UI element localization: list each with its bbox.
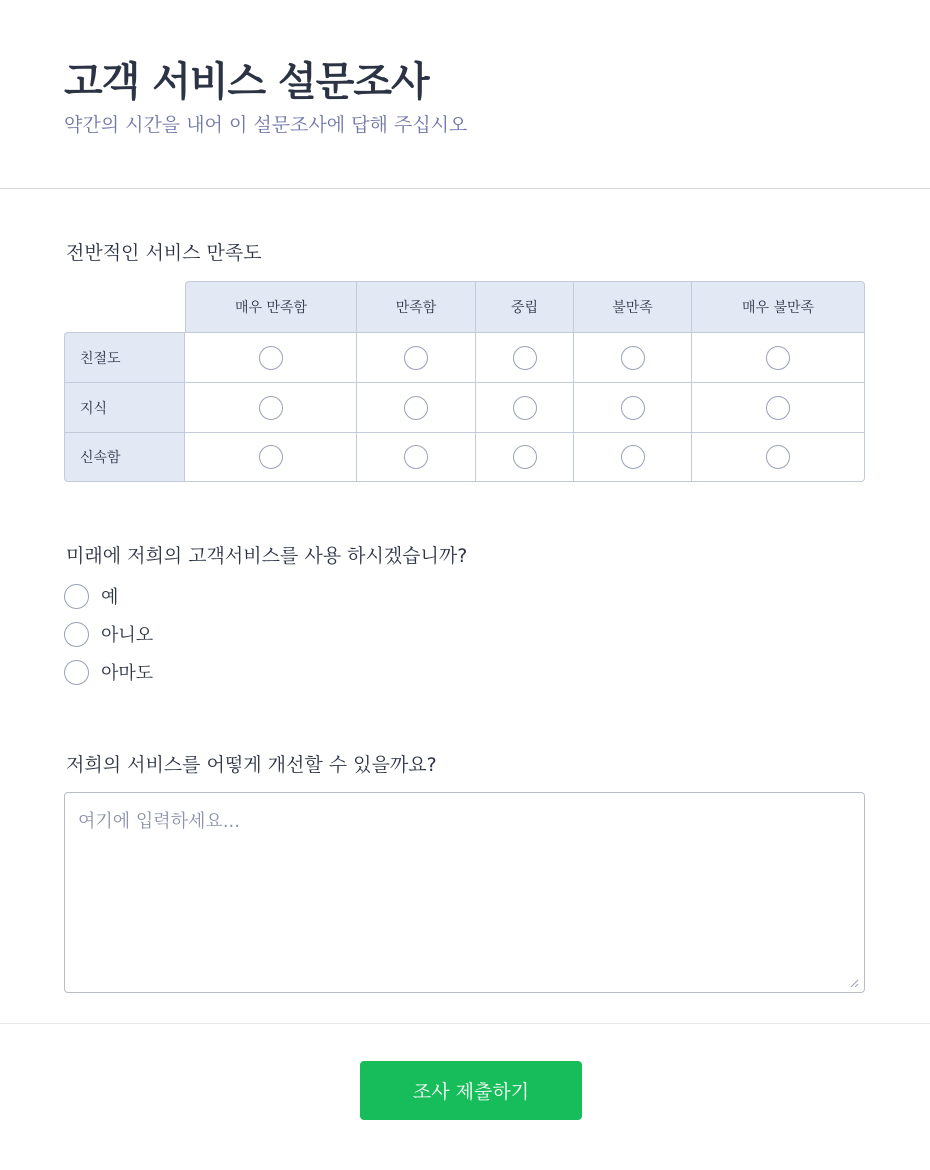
matrix-row-label: 지식 — [64, 382, 185, 432]
radio-button[interactable] — [259, 396, 283, 420]
matrix-cell — [692, 432, 865, 482]
matrix-corner — [64, 281, 185, 332]
matrix-row-knowledge — [64, 382, 865, 432]
matrix-row-speed — [64, 432, 865, 482]
radio-button[interactable] — [64, 660, 89, 685]
radio-button[interactable] — [259, 346, 283, 370]
matrix-cell — [574, 382, 692, 432]
matrix-cell — [357, 432, 476, 482]
satisfaction-matrix — [64, 281, 865, 482]
matrix-row-courtesy — [64, 332, 865, 382]
matrix-row-label: 친절도 — [64, 332, 185, 382]
radio-button[interactable] — [259, 445, 283, 469]
improve-question-label: 저희의 서비스를 어떻게 개선할 수 있을까요? — [66, 754, 437, 776]
radio-button[interactable] — [766, 445, 790, 469]
radio-button[interactable] — [64, 584, 89, 609]
matrix-cell — [476, 332, 574, 382]
submit-button[interactable]: 조사 제출하기 — [360, 1061, 582, 1120]
footer-divider — [0, 1023, 930, 1024]
radio-button[interactable] — [513, 396, 537, 420]
radio-button[interactable] — [404, 445, 428, 469]
radio-button[interactable] — [621, 445, 645, 469]
radio-button[interactable] — [766, 396, 790, 420]
matrix-cell — [692, 382, 865, 432]
matrix-header-row — [64, 281, 865, 332]
option-yes[interactable] — [64, 583, 118, 609]
resize-grip-icon[interactable] — [849, 978, 859, 988]
matrix-question-label: 전반적인 서비스 만족도 — [66, 242, 262, 264]
form-header — [0, 0, 930, 189]
matrix-col-very-satisfied: 매우 만족함 — [185, 281, 357, 332]
matrix-cell — [476, 432, 574, 482]
radio-button[interactable] — [766, 346, 790, 370]
matrix-cell — [692, 332, 865, 382]
option-maybe[interactable] — [64, 659, 153, 685]
matrix-cell — [185, 382, 357, 432]
radio-button[interactable] — [404, 346, 428, 370]
matrix-cell — [357, 332, 476, 382]
option-label: 아니오 — [101, 625, 154, 646]
matrix-col-satisfied: 만족함 — [357, 281, 476, 332]
radio-button[interactable] — [621, 346, 645, 370]
matrix-cell — [574, 432, 692, 482]
matrix-cell — [185, 432, 357, 482]
matrix-cell — [476, 382, 574, 432]
option-label: 아마도 — [101, 663, 154, 684]
radio-button[interactable] — [621, 396, 645, 420]
improvement-textarea[interactable] — [64, 792, 865, 993]
radio-button[interactable] — [513, 346, 537, 370]
matrix-col-neutral: 중립 — [476, 281, 574, 332]
future-use-question-label: 미래에 저희의 고객서비스를 사용 하시겠습니까? — [66, 545, 468, 567]
matrix-col-unsatisfied: 불만족 — [574, 281, 692, 332]
matrix-cell — [357, 382, 476, 432]
matrix-row-label: 신속함 — [64, 432, 185, 482]
radio-button[interactable] — [404, 396, 428, 420]
matrix-cell — [574, 332, 692, 382]
form-subtitle: 약간의 시간을 내어 이 설문조사에 답해 주십시오 — [64, 114, 468, 136]
form-title: 고객 서비스 설문조사 — [64, 59, 429, 105]
matrix-cell — [185, 332, 357, 382]
option-no[interactable] — [64, 621, 153, 647]
matrix-col-very-unsatisfied: 매우 불만족 — [692, 281, 865, 332]
radio-button[interactable] — [513, 445, 537, 469]
option-label: 예 — [101, 587, 119, 608]
radio-button[interactable] — [64, 622, 89, 647]
